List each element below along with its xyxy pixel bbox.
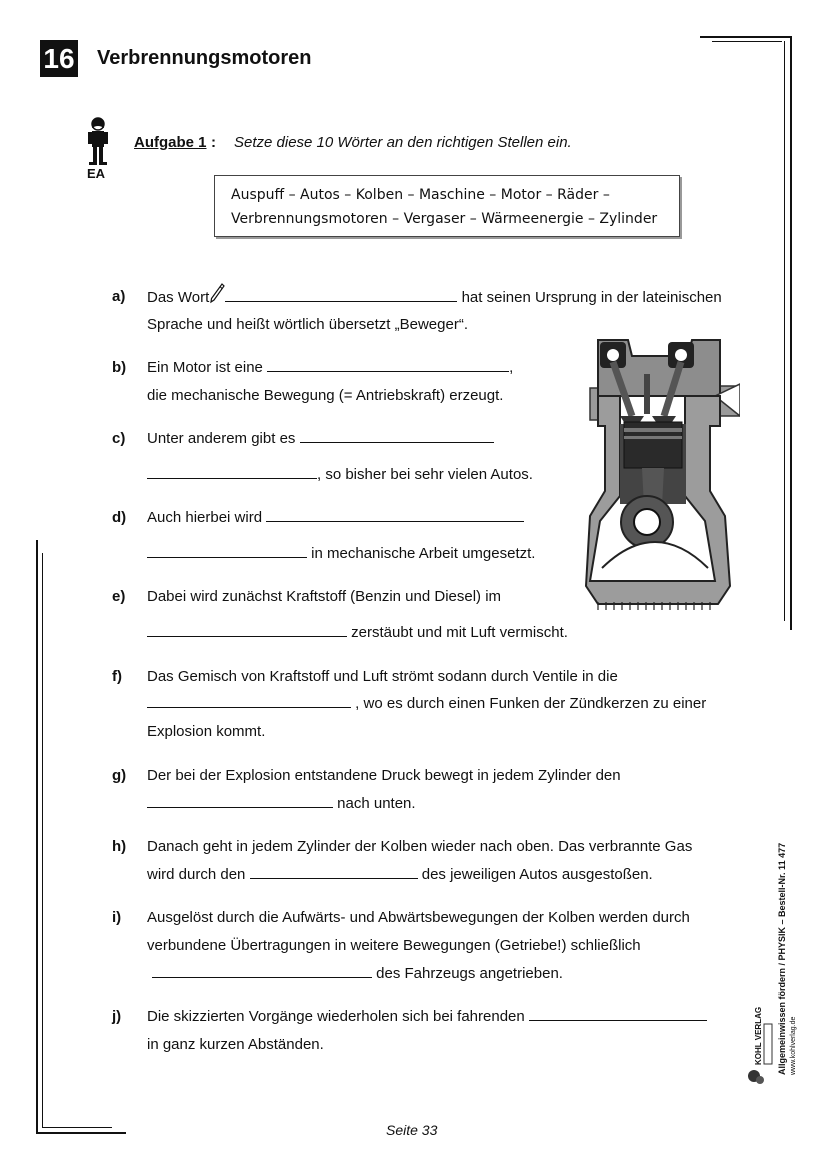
question-h-text-2: wird durch den	[147, 866, 246, 883]
answer-blank-h[interactable]	[250, 864, 418, 879]
chapter-number-badge: 16	[40, 40, 78, 77]
question-a-text-1: Das Wort	[147, 289, 210, 306]
question-f-line-1: Das Gemisch von Kraftstoff und Luft strömt sodann durch Ventile in die	[147, 668, 618, 685]
question-h-line-2	[147, 861, 653, 889]
work-mode-label: EA	[87, 166, 106, 181]
question-c-line-1	[147, 425, 494, 453]
question-i-line-1: Ausgelöst durch die Aufwärts- und Abwärtsbewegungen der Kolben werden durch	[147, 909, 690, 926]
student-figure-icon	[86, 116, 110, 166]
question-c-label: c)	[112, 430, 126, 447]
answer-blank-f[interactable]	[147, 693, 351, 708]
question-d-label: d)	[112, 509, 127, 526]
publisher-logo-text: KOHL VERLAG	[754, 1006, 763, 1065]
answer-blank-e[interactable]	[147, 622, 347, 637]
page-number: Seite 33	[386, 1122, 438, 1138]
question-j-line-2: in ganz kurzen Abständen.	[147, 1036, 324, 1053]
question-f-line-3: Explosion kommt.	[147, 723, 266, 740]
frame-right-1	[790, 36, 792, 630]
answer-blank-c2[interactable]	[147, 464, 317, 479]
side-publisher-url: www.kohlverlag.de	[790, 1016, 797, 1075]
question-i-label: i)	[112, 909, 122, 926]
word-bank-line-1: Auspuff – Autos – Kolben – Maschine – Motor – Räder –	[231, 187, 610, 203]
answer-blank-d1[interactable]	[266, 507, 524, 522]
question-e-line-2	[147, 619, 568, 647]
question-i-line-2: verbundene Übertragungen in weitere Bewegungen (Getriebe!) schließlich	[147, 937, 641, 954]
question-d-text-2: in mechanische Arbeit umgesetzt.	[311, 545, 536, 562]
question-b-line-2: die mechanische Bewegung (= Antriebskraft) erzeugt.	[147, 387, 504, 404]
question-a-text-2: hat seinen Ursprung in der lateinischen	[461, 289, 722, 306]
question-h-label: h)	[112, 838, 127, 855]
question-d-line-1	[147, 504, 524, 532]
question-b-line-1	[147, 354, 513, 382]
question-e-line-1: Dabei wird zunächst Kraftstoff (Benzin und Diesel) im	[147, 588, 502, 605]
question-c-text-2: , so bisher bei sehr vielen Autos.	[317, 466, 533, 483]
question-e-label: e)	[112, 588, 126, 605]
question-i-line-3	[152, 960, 563, 988]
frame-top-1	[700, 36, 792, 38]
frame-bottom-1	[36, 1132, 126, 1134]
question-j-label: j)	[112, 1008, 122, 1025]
answer-blank-b[interactable]	[267, 357, 509, 372]
answer-blank-a[interactable]	[225, 287, 457, 302]
frame-left-1	[36, 540, 38, 1134]
answer-blank-c1[interactable]	[300, 428, 494, 443]
question-h-text-3: des jeweiligen Autos ausgestoßen.	[421, 866, 653, 883]
question-g-text-2: nach unten.	[337, 795, 416, 812]
question-g-label: g)	[112, 767, 127, 784]
answer-blank-d2[interactable]	[147, 543, 307, 558]
question-c-text-1: Unter anderem gibt es	[147, 430, 296, 447]
question-j-line-1	[147, 1003, 707, 1031]
frame-bottom-2	[42, 1127, 112, 1128]
question-b-text-1: Ein Motor ist eine	[147, 359, 263, 376]
answer-blank-g[interactable]	[147, 793, 333, 808]
pencil-icon	[209, 283, 225, 305]
question-e-text-2: zerstäubt und mit Luft vermischt.	[351, 624, 568, 641]
word-bank-box	[214, 175, 680, 237]
answer-blank-i[interactable]	[152, 963, 372, 978]
frame-left-2	[42, 553, 43, 1128]
question-g-line-1: Der bei der Explosion entstandene Druck bewegt in jedem Zylinder den	[147, 767, 621, 784]
question-f-text-2: , wo es durch einen Funken der Zündkerzen zu einer	[355, 695, 707, 712]
question-d-text-1: Auch hierbei wird	[147, 509, 263, 526]
question-b-text-2: ,	[509, 359, 514, 376]
frame-right-2	[784, 41, 785, 621]
task-label: Aufgabe 1	[134, 134, 207, 151]
question-a-line-2: Sprache und heißt wörtlich übersetzt „Beweger“.	[147, 316, 468, 333]
question-i-text-3: des Fahrzeugs angetrieben.	[376, 965, 563, 982]
side-publisher-text: Allgemeinwissen fördern / PHYSIK – Bestell-Nr. 11 477	[777, 842, 787, 1075]
question-j-text-1: Die skizzierten Vorgänge wiederholen sich bei fahrenden	[147, 1008, 525, 1025]
frame-top-2	[712, 41, 782, 42]
page-title: Verbrennungsmotoren	[97, 47, 312, 69]
question-a-line-1	[147, 283, 722, 312]
word-bank-line-2: Verbrennungsmotoren – Vergaser – Wärmeenergie – Zylinder	[231, 211, 658, 227]
answer-blank-j[interactable]	[529, 1006, 707, 1021]
question-a-label: a)	[112, 288, 126, 305]
question-h-line-1: Danach geht in jedem Zylinder der Kolben wieder nach oben. Das verbrannte Gas	[147, 838, 693, 855]
question-d-line-2	[147, 540, 535, 568]
question-g-line-2	[147, 790, 416, 818]
question-c-line-2	[147, 461, 533, 489]
task-colon: :	[211, 134, 216, 151]
engine-cross-section-illustration	[580, 336, 740, 616]
task-instruction: Setze diese 10 Wörter an den richtigen Stellen ein.	[234, 134, 572, 151]
question-b-label: b)	[112, 359, 127, 376]
question-f-label: f)	[112, 668, 122, 685]
question-f-line-2	[147, 690, 706, 718]
